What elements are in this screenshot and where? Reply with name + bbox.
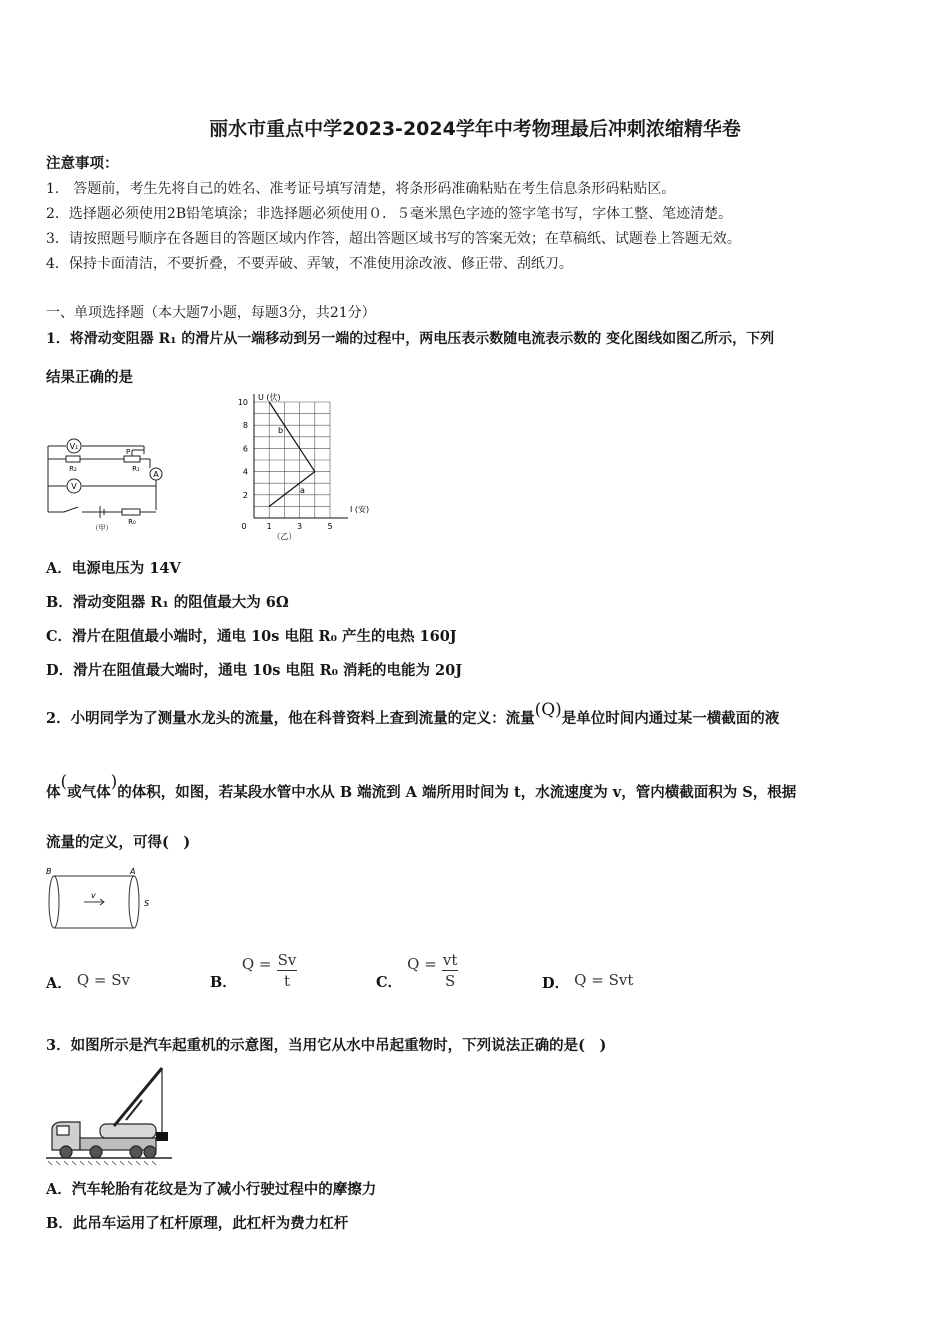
chart-caption: （乙） <box>272 532 297 540</box>
ammeter-label: A <box>153 470 159 479</box>
option-formula: Q = Sv <box>76 971 131 989</box>
option-label: B． <box>210 974 237 991</box>
stem-part: 或气体 <box>67 784 111 801</box>
stem-part: 体 <box>46 784 61 801</box>
pipe-diagram <box>44 864 154 934</box>
paren-open: ( <box>60 772 68 792</box>
option-text: 滑片在阻值最小端时，通电 10s 电阻 R₀ 产生的电热 160J <box>72 628 457 645</box>
series-label-b: b <box>278 425 284 435</box>
y-tick-label: 8 <box>242 421 248 431</box>
question-1-stem-cont: 结果正确的是 <box>46 369 133 386</box>
notice-item: 4．保持卡面清洁，不要折叠，不要弄破、弄皱，不准使用涂改液、修正带、刮纸刀。 <box>46 256 573 272</box>
series-label-a: a <box>300 486 305 495</box>
denominator: t <box>283 972 290 990</box>
circuit-caption: （甲） <box>91 524 113 532</box>
q2-option-c[interactable] <box>376 950 458 991</box>
q3-option-b[interactable] <box>46 1212 348 1233</box>
voltmeter-1-label: V₁ <box>69 442 79 451</box>
option-label: B． <box>46 594 73 611</box>
q2-option-d[interactable] <box>542 972 633 993</box>
q2-option-b[interactable] <box>210 950 297 991</box>
stem-part: 的体积，如图，若某段水管中水从 B 端流到 A 端所用时间为 t，水流速度为 v，管内横截面积为 S，根据 <box>117 784 797 801</box>
option-formula: Q = Svt <box>574 971 634 989</box>
option-text: 电源电压为 14V <box>71 560 181 577</box>
voltmeter-2-label: V <box>71 482 77 491</box>
option-label: D． <box>542 975 570 992</box>
option-prefix: Q = <box>407 955 437 973</box>
section-heading: 一、单项选择题（本大题7小题，每题3分，共21分） <box>46 305 376 321</box>
notice-item: 3．请按照题号顺序在各题目的答题区域内作答，超出答题区域书写的答案无效；在草稿纸、试题卷上答题无效。 <box>46 231 741 247</box>
stem-part: 2．小明同学为了测量水龙头的流量，他在科普资料上查到流量的定义：流量 <box>46 710 535 727</box>
circuit-diagram <box>44 432 172 532</box>
option-label: B． <box>46 1215 73 1232</box>
option-label: A． <box>46 975 72 992</box>
question-1-stem: 1．将滑动变阻器 R₁ 的滑片从一端移动到另一端的过程中，两电压表示数随电流表示数的 变化图线如图乙所示，下列 <box>46 331 775 347</box>
question-2-stem-end: 流量的定义，可得( ) <box>46 834 191 851</box>
question-3-stem: 3．如图所示是汽车起重机的示意图，当用它从水中吊起重物时，下列说法正确的是( ) <box>46 1037 607 1054</box>
stem-part: 是单位时间内通过某一横截面的液 <box>561 710 780 727</box>
notice-heading: 注意事项： <box>46 155 119 172</box>
option-text: 滑片在阻值最大端时，通电 10s 电阻 R₀ 消耗的电能为 20J <box>73 662 463 679</box>
option-text: 此吊车运用了杠杆原理，此杠杆为费力杠杆 <box>72 1215 349 1232</box>
paren-close: ) <box>110 772 118 792</box>
pipe-end-a: A <box>130 867 136 876</box>
numerator: Sv <box>277 951 297 969</box>
option-text: 滑动变阻器 R₁ 的阻值最大为 6Ω <box>72 594 289 611</box>
option-label: C． <box>46 628 73 645</box>
x-tick-label: 0 <box>241 522 247 531</box>
denominator: S <box>444 972 456 990</box>
x-tick-label: 5 <box>327 522 333 531</box>
question-2-stem-cont <box>46 772 797 802</box>
option-label: C． <box>376 974 403 991</box>
q2-option-a[interactable] <box>46 972 130 993</box>
notice-item: 1. 答题前，考生先将自己的姓名、准考证号填写清楚，将条形码准确粘贴在考生信息条形码粘贴区。 <box>46 181 676 197</box>
option-label: A． <box>46 1181 72 1198</box>
question-2-stem <box>46 700 780 728</box>
y-tick-label: 2 <box>242 490 248 500</box>
option-prefix: Q = <box>241 955 272 973</box>
y-tick-label: 6 <box>242 444 248 454</box>
y-tick-label: 4 <box>242 467 248 477</box>
q1-option-a[interactable] <box>46 557 181 578</box>
q1-option-c[interactable] <box>46 625 457 646</box>
q3-option-a[interactable] <box>46 1178 376 1199</box>
q1-option-d[interactable] <box>46 659 462 680</box>
q-symbol: (Q) <box>534 700 562 720</box>
velocity-label: v <box>91 891 96 900</box>
u-i-graph <box>226 392 376 540</box>
x-tick-label: 3 <box>297 522 303 531</box>
option-label: A． <box>46 560 72 577</box>
x-tick-label: 1 <box>266 522 272 531</box>
page-title: 丽水市重点中学2023-2024学年中考物理最后冲刺浓缩精华卷 <box>209 118 741 140</box>
y-axis-label: U (伏) <box>258 393 281 402</box>
r2-label: R₂ <box>69 465 77 473</box>
r0-label: R₀ <box>128 518 136 526</box>
y-tick-label: 10 <box>237 398 248 407</box>
numerator: vt <box>442 951 458 969</box>
pipe-end-b: B <box>46 867 52 876</box>
area-label: S <box>144 899 150 908</box>
crane-truck-image <box>44 1062 174 1166</box>
q1-option-b[interactable] <box>46 591 289 612</box>
notice-item: 2．选择题必须使用2B铅笔填涂；非选择题必须使用０．５毫米黑色字迹的签字笔书写，字体工整、笔迹清楚。 <box>46 206 733 222</box>
option-label: D． <box>46 662 74 679</box>
series-line-a <box>269 472 315 507</box>
option-text: 汽车轮胎有花纹是为了减小行驶过程中的摩擦力 <box>71 1181 377 1198</box>
slider-label: P <box>126 448 131 456</box>
x-axis-label: I (安) <box>350 505 370 514</box>
r1-label: R₁ <box>132 465 140 473</box>
